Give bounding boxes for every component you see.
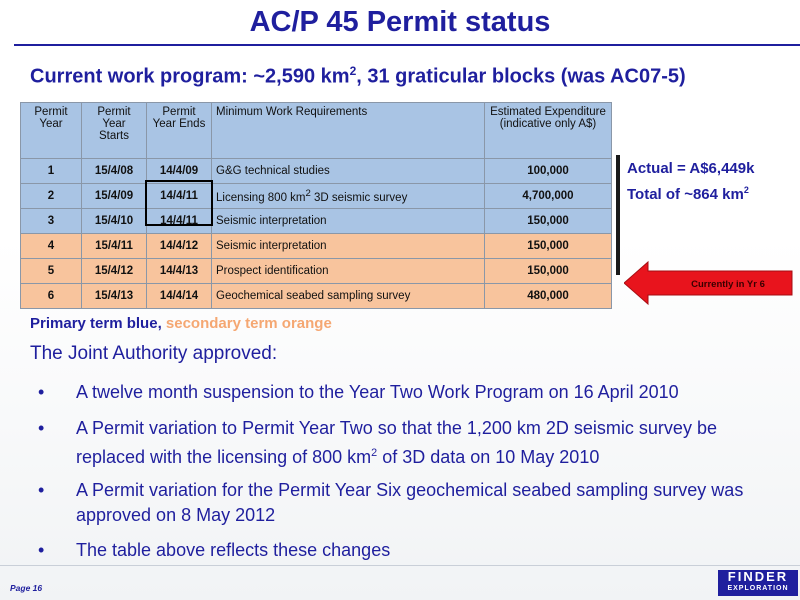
total-area-text: Total of ~864 km bbox=[627, 186, 744, 203]
bullet-text bbox=[76, 380, 788, 405]
cell-starts: 15/4/13 bbox=[82, 284, 147, 309]
table-row bbox=[21, 234, 612, 259]
bullet-text-end: of 3D data on 10 May 2010 bbox=[377, 447, 600, 467]
bullet-item bbox=[38, 380, 788, 405]
cell-work-text: Seismic interpretation bbox=[216, 215, 327, 227]
cell-work bbox=[212, 259, 485, 284]
bullet-dot: • bbox=[38, 540, 45, 560]
cell-work-text: Geochemical seabed sampling survey bbox=[216, 290, 411, 302]
header-year-ends: Permit Year Ends bbox=[147, 103, 212, 159]
cell-expenditure: 150,000 bbox=[485, 209, 612, 234]
slide-title: AC/P 45 Permit status bbox=[249, 6, 551, 38]
cell-ends: 14/4/12 bbox=[147, 234, 212, 259]
intro-text: The Joint Authority approved: bbox=[30, 343, 278, 364]
cell-starts: 15/4/11 bbox=[82, 234, 147, 259]
legend-separator: , bbox=[157, 315, 166, 332]
header-expenditure: Estimated Expenditure (indicative only A$) bbox=[485, 103, 612, 159]
table-row bbox=[21, 159, 612, 184]
cell-work bbox=[212, 234, 485, 259]
logo-line-1: FINDER bbox=[727, 569, 789, 584]
bullet-superscript: 2 bbox=[371, 447, 378, 459]
cell-work-text: Prospect identification bbox=[216, 265, 329, 277]
table-row bbox=[21, 184, 612, 209]
current-year-arrow bbox=[624, 260, 794, 306]
bullet-text-main: A Permit variation for the Permit Year Six geochemical seabed sampling survey was approved on 8 May 2012 bbox=[76, 480, 744, 525]
cell-expenditure: 150,000 bbox=[485, 259, 612, 284]
cell-ends: 14/4/11 bbox=[147, 184, 212, 209]
bullet-text bbox=[76, 538, 788, 563]
header-year-starts: Permit Year Starts bbox=[82, 103, 147, 159]
bullet-item bbox=[38, 478, 788, 528]
cell-expenditure: 150,000 bbox=[485, 234, 612, 259]
cell-work-text-end: 3D seismic survey bbox=[310, 191, 408, 204]
cell-work-text: Licensing 800 km bbox=[216, 191, 306, 204]
bullet-text-main: A Permit variation to Permit Year Two so that the 1,200 km 2D seismic survey be replaced with the licensing of 800 km bbox=[76, 418, 717, 467]
legend-primary: Primary term blue bbox=[30, 315, 158, 332]
bullet-text bbox=[76, 478, 788, 528]
cell-work-text: G&G technical studies bbox=[216, 165, 330, 177]
bullet-dot: • bbox=[38, 382, 45, 402]
finder-exploration-logo bbox=[718, 570, 798, 596]
table-row bbox=[21, 284, 612, 309]
bullet-text bbox=[76, 416, 788, 470]
table-header-row bbox=[21, 103, 612, 159]
arrow-label: Currently in Yr 6 bbox=[691, 279, 765, 290]
year-two-ends-highlight bbox=[145, 180, 213, 226]
bullet-text-main: The table above reflects these changes bbox=[76, 540, 391, 560]
bullet-item bbox=[38, 416, 788, 470]
bullet-text-main: A twelve month suspension to the Year Two Work Program on 16 April 2010 bbox=[76, 382, 679, 402]
cell-starts: 15/4/09 bbox=[82, 184, 147, 209]
cell-work bbox=[212, 184, 485, 209]
table-row bbox=[21, 209, 612, 234]
cell-expenditure: 4,700,000 bbox=[485, 184, 612, 209]
footer-divider bbox=[0, 565, 800, 566]
page-number: Page 16 bbox=[10, 583, 43, 593]
cell-work bbox=[212, 159, 485, 184]
cell-year: 6 bbox=[21, 284, 82, 309]
cell-ends: 14/4/11 bbox=[147, 209, 212, 234]
header-permit-year: Permit Year bbox=[21, 103, 82, 159]
cell-expenditure: 480,000 bbox=[485, 284, 612, 309]
logo-line-2: EXPLORATION bbox=[727, 585, 789, 592]
cell-year: 5 bbox=[21, 259, 82, 284]
subtitle-text: Current work program: ~2,590 km bbox=[30, 65, 350, 88]
cell-work bbox=[212, 209, 485, 234]
table-side-bracket bbox=[616, 155, 620, 275]
title-divider bbox=[14, 44, 800, 46]
bullet-dot: • bbox=[38, 418, 45, 438]
actual-expenditure-note: Actual = A$6,449k bbox=[627, 160, 755, 177]
cell-ends: 14/4/09 bbox=[147, 159, 212, 184]
cell-expenditure: 100,000 bbox=[485, 159, 612, 184]
permit-table bbox=[20, 102, 612, 309]
work-program-subtitle bbox=[30, 64, 686, 89]
total-area-note bbox=[627, 185, 749, 203]
term-legend bbox=[30, 315, 332, 332]
cell-year: 3 bbox=[21, 209, 82, 234]
legend-secondary: secondary term orange bbox=[165, 315, 332, 332]
table-row bbox=[21, 259, 612, 284]
header-work-requirements: Minimum Work Requirements bbox=[212, 103, 485, 159]
subtitle-superscript: 2 bbox=[349, 64, 357, 78]
cell-ends: 14/4/13 bbox=[147, 259, 212, 284]
subtitle-text-end: , 31 graticular blocks (was AC07-5) bbox=[356, 65, 686, 88]
cell-year: 2 bbox=[21, 184, 82, 209]
total-area-superscript: 2 bbox=[743, 185, 749, 195]
cell-starts: 15/4/08 bbox=[82, 159, 147, 184]
cell-ends: 14/4/14 bbox=[147, 284, 212, 309]
cell-year: 1 bbox=[21, 159, 82, 184]
cell-year: 4 bbox=[21, 234, 82, 259]
cell-work bbox=[212, 284, 485, 309]
cell-work-superscript: 2 bbox=[305, 188, 311, 200]
cell-starts: 15/4/10 bbox=[82, 209, 147, 234]
cell-work-text: Seismic interpretation bbox=[216, 240, 327, 252]
cell-starts: 15/4/12 bbox=[82, 259, 147, 284]
bullet-item bbox=[38, 538, 788, 563]
bullet-dot: • bbox=[38, 480, 45, 500]
